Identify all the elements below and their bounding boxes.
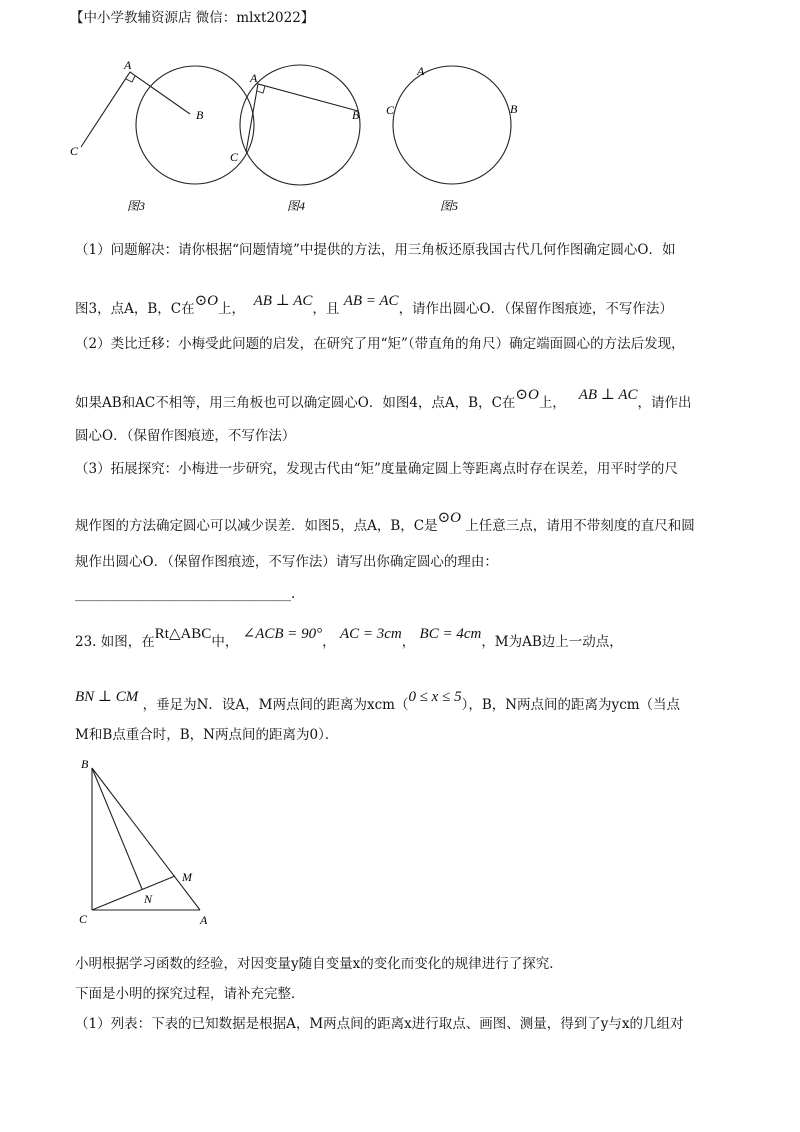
fig5-label-a: A [417,64,425,78]
condition-perpendicular: AB ⊥ AC [253,293,313,309]
triangle-name: Rt△ABC [154,626,212,642]
bc-length: BC = 4cm [419,626,482,642]
fig3-label-a: A [124,58,132,72]
q22-p3-line2: 规作图的方法确定圆心可以减少误差．如图5，点A，B，C是⊙O 上任意三点，请用不带刻度的直尺和圆 [75,510,695,534]
figure-3 [70,58,254,213]
condition-equal: AB = AC [343,293,399,309]
fig4-label-a: A [250,71,258,85]
q22-p1-line2: 图3，点A，B，C在⊙O上， AB ⊥ AC，且 AB = AC，请作出圆心O．（保留作图痕迹，不写作法） [75,293,673,317]
q23-line1: 23. 如图，在Rt△ABC中， ∠ACB = 90°， AC = 3cm， BC = 4cm，M为AB边上一动点， [75,626,623,650]
answer-blank: ________________________________. [75,586,296,602]
header-watermark: 【中小学教辅资源店 微信：mlxt2022】 [70,10,315,26]
figure-5 [386,64,518,213]
q22-p2-line1: （2）类比迁移：小梅受此问题的启发，在研究了用“矩”（带直角的角尺）确定端面圆心的方法后发现， [75,336,685,352]
q23-line4: 小明根据学习函数的经验，对因变量y随自变量x的变化而变化的规律进行了探究． [75,956,563,972]
triangle-figure [70,755,220,930]
circle-figures [60,55,518,215]
fig4-label-b: B [352,108,360,122]
fig5-label-c: C [386,103,395,117]
q23-line5: 下面是小明的探究过程，请补充完整． [75,986,305,1002]
q22-p3-line1: （3）拓展探究：小梅进一步研究，发现古代由“矩”度量确定圆上等距离点时存在误差，用平时学的尺 [75,461,678,477]
fig4-caption: 图4 [287,199,306,213]
q23-line3: M和B点重合时，B，N两点间的距离为0）． [75,727,339,743]
q22-p2-line3: 圆心O．（保留作图痕迹，不写作法） [75,428,296,444]
q22-p2-line2: 如果AB和AC不相等，用三角板也可以确定圆心O．如图4，点A，B，C在⊙O上， AB ⊥ AC，请作出 [75,387,692,411]
figure-4 [230,65,360,213]
fig5-caption: 图5 [440,199,459,213]
ac-length: AC = 3cm [339,626,402,642]
q22-p1-line1: （1）问题解决：请你根据“问题情境”中提供的方法，用三角板还原我国古代几何作图确定圆心O．如 [75,242,676,258]
circle-o-symbol: ⊙O [437,510,461,526]
circle-o-symbol: ⊙O [194,293,218,309]
angle-condition: ∠ACB = 90° [242,626,323,642]
tri-label-a: A [200,913,208,927]
q23-line2: BN ⊥ CM ，垂足为N．设A，M两点间的距离为xcm（0 ≤ x ≤ 5），B，N两点间的距离为ycm（当点 [75,689,681,713]
tri-label-m: M [182,870,192,884]
q23-line6: （1）列表：下表的已知数据是根据A，M两点间的距离x进行取点、画图、测量，得到了y与x的几组对 [75,1016,684,1032]
fig4-label-c: C [230,150,239,164]
fig3-label-b: B [196,108,204,122]
condition-perpendicular: AB ⊥ AC [578,387,638,403]
x-range: 0 ≤ x ≤ 5 [408,689,462,705]
tri-label-n: N [144,892,153,906]
circle-o-symbol: ⊙O [515,387,539,403]
fig3-label-c: C [70,144,79,158]
fig5-label-b: B [510,102,518,116]
bn-perpendicular: BN ⊥ CM [75,689,139,705]
tri-label-b: B [81,757,89,771]
tri-label-c: C [79,912,88,926]
fig3-caption: 图3 [127,199,146,213]
q22-p3-line3: 规作出圆心O．（保留作图痕迹，不写作法）请写出你确定圆心的理由： [75,554,498,570]
